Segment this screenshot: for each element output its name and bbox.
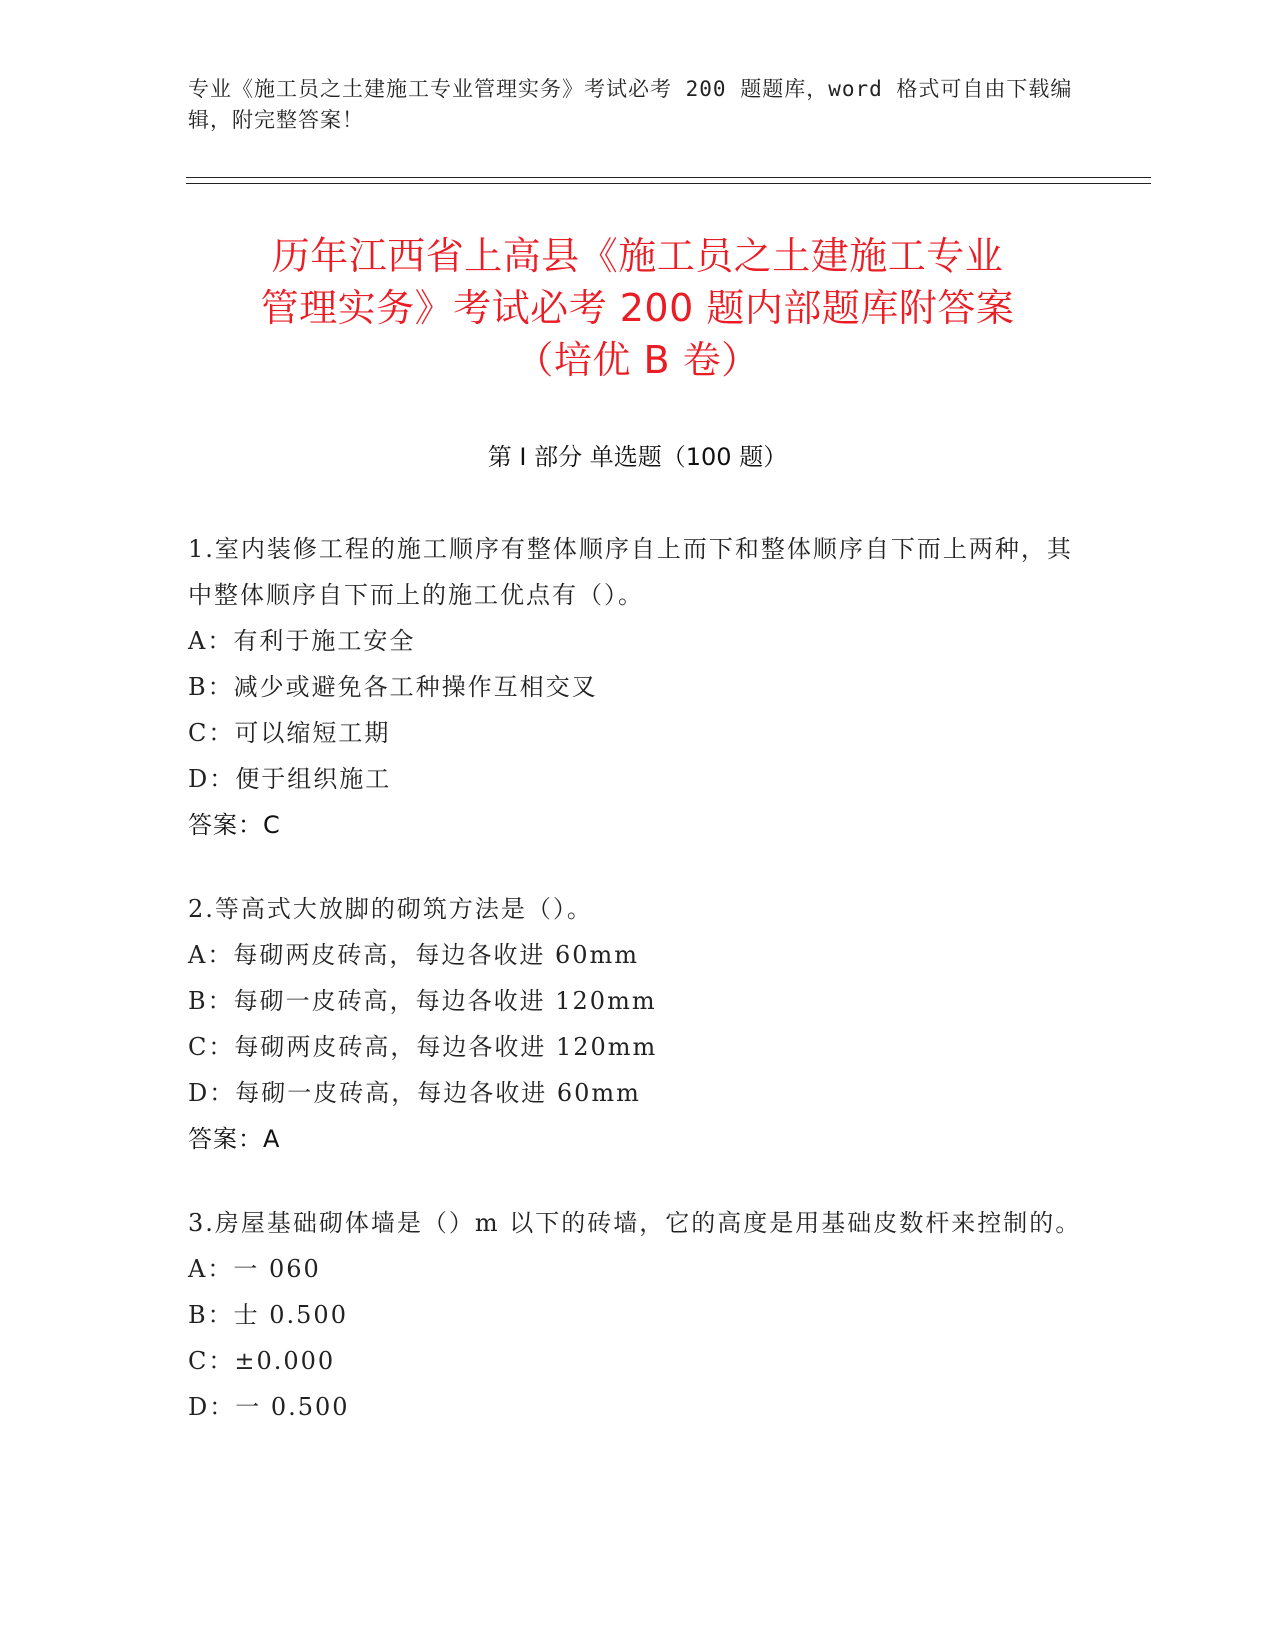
header-note: 专业《施工员之土建施工专业管理实务》考试必考 200 题题库，word 格式可自由下载编辑，附完整答案！ bbox=[188, 77, 1073, 132]
question-stem: 2.等高式大放脚的砌筑方法是（）。 bbox=[188, 895, 593, 923]
title-line-3: （培优 B 卷） bbox=[515, 338, 760, 382]
question-2 bbox=[188, 886, 1088, 1162]
option-b: B：减少或避免各工种操作互相交叉 bbox=[188, 673, 598, 701]
header-divider-bottom bbox=[186, 183, 1151, 184]
option-c: C：每砌两皮砖高，每边各收进 120mm bbox=[188, 1033, 658, 1061]
option-b: B：士 0.500 bbox=[188, 1301, 348, 1329]
option-a: A：一 060 bbox=[188, 1255, 321, 1283]
question-1 bbox=[188, 526, 1088, 848]
section-heading: 第 I 部分 单选题（100 题） bbox=[487, 443, 788, 471]
title-line-1: 历年江西省上高县《施工员之土建施工专业 bbox=[271, 234, 1004, 278]
option-b: B：每砌一皮砖高，每边各收进 120mm bbox=[188, 987, 657, 1015]
option-a: A：每砌两皮砖高，每边各收进 60mm bbox=[188, 941, 640, 969]
question-stem: 1.室内装修工程的施工顺序有整体顺序自上而下和整体顺序自下而上两种，其中整体顺序自下而上的施工优点有（）。 bbox=[188, 535, 1073, 609]
option-a: A：有利于施工安全 bbox=[188, 627, 416, 655]
answer: 答案：C bbox=[188, 811, 281, 839]
answer: 答案：A bbox=[188, 1125, 281, 1153]
option-d: D：便于组织施工 bbox=[188, 765, 392, 793]
option-c: C：±0.000 bbox=[188, 1347, 336, 1375]
option-d: D：每砌一皮砖高，每边各收进 60mm bbox=[188, 1079, 641, 1107]
title-line-2: 管理实务》考试必考 200 题内部题库附答案 bbox=[260, 286, 1015, 330]
option-d: D：一 0.500 bbox=[188, 1393, 350, 1421]
question-3 bbox=[188, 1200, 1088, 1430]
document-title bbox=[150, 230, 1125, 386]
question-stem: 3.房屋基础砌体墙是（）m 以下的砖墙，它的高度是用基础皮数杆来控制的。 bbox=[188, 1209, 1082, 1237]
header-divider-top bbox=[186, 177, 1151, 178]
option-c: C：可以缩短工期 bbox=[188, 719, 391, 747]
